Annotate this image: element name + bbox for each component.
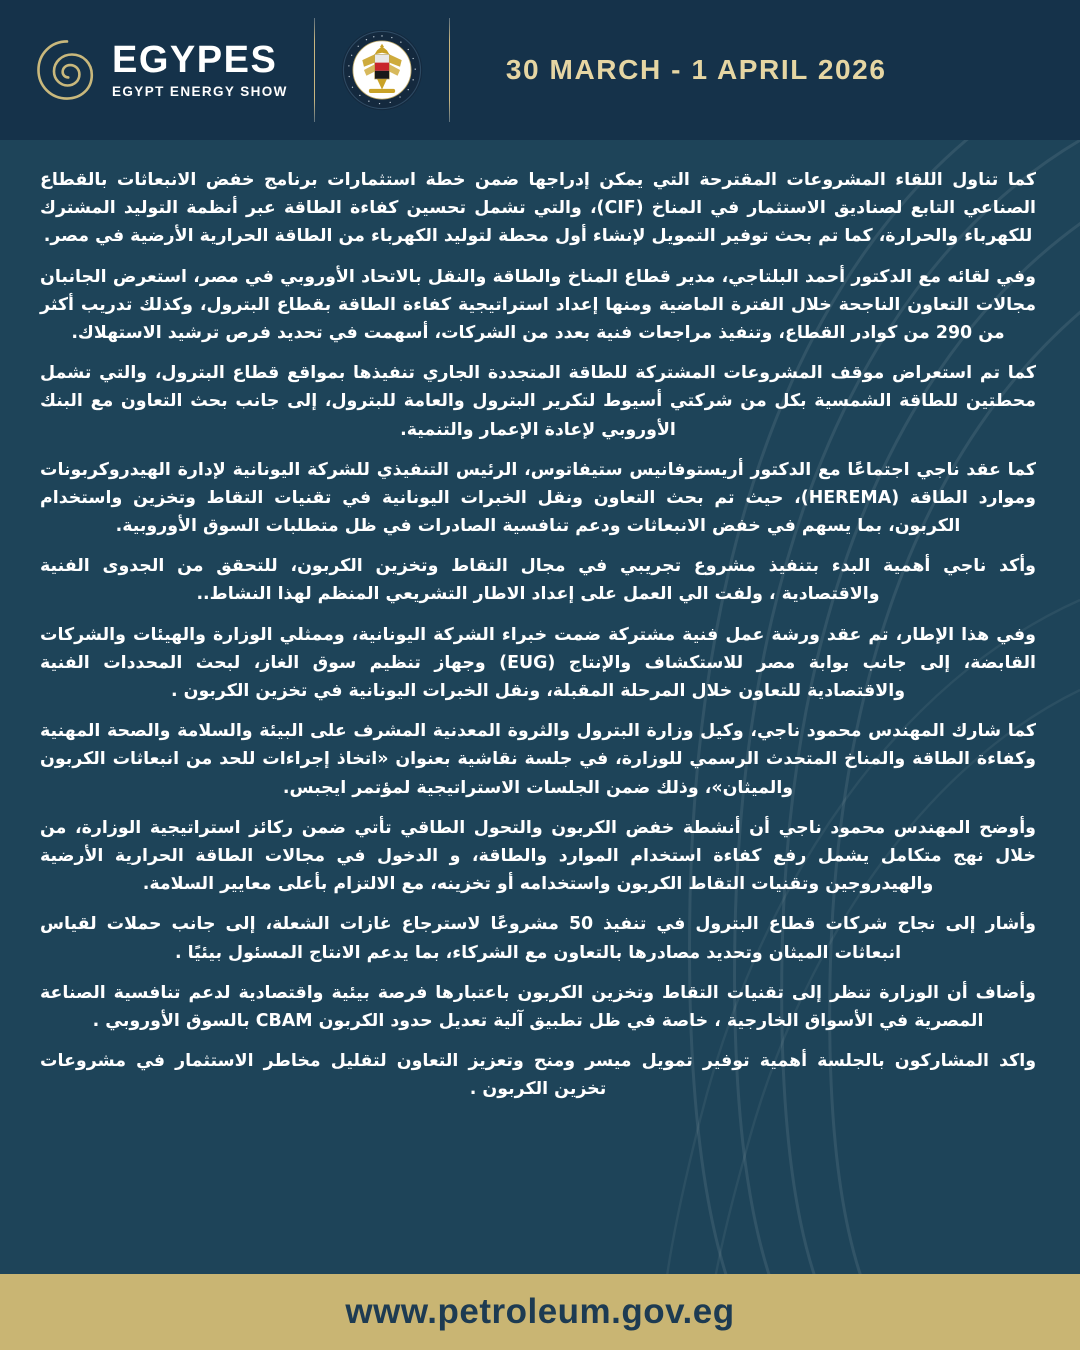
egypes-wordmark: EGYPES xyxy=(112,39,278,82)
spiral-mark-icon xyxy=(36,39,98,101)
paragraph: كما شارك المهندس محمود ناجي، وكيل وزارة البترول والثروة المعدنية المشرف على البيئة والسلامة والصحة المهنية وكفاءة الطاقة والمناخ المتحدث الرسمي للوزارة، في جلسة نقاشية بعنوان «اتخاذ إجراءات للحد من انبعاثات الكربون والميثان»، وذلك ضمن الجلسات الاستراتيجية لمؤتمر ايجبس. xyxy=(40,721,1036,798)
poster-footer xyxy=(0,1274,1080,1350)
paragraph: واكد المشاركون بالجلسة أهمية توفير تمويل ميسر ومنح وتعزيز التعاون لتقليل مخاطر الاستثمار في مشروعات تخزين الكربون . xyxy=(40,1051,1036,1100)
website-url[interactable]: www.petroleum.gov.eg xyxy=(345,1292,735,1331)
paragraph: كما تناول اللقاء المشروعات المقترحة التي يمكن إدراجها ضمن خطة استثمارات برنامج خفض الانبعاثات بالقطاع الصناعي التابع لصناديق الاستثمار في المناخ (CIF)، والتي تشمل تحسين كفاءة الطاقة عبر أنظمة التوليد المشترك للكهرباء والحرارة، كما تم بحث توفير التمويل لإنشاء أول محطة لتوليد الكهرباء من الطاقة الحرارية الأرضية في مصر. xyxy=(40,170,1036,247)
paragraph: وأضاف أن الوزارة تنظر إلى تقنيات التقاط وتخزين الكربون باعتبارها فرصة بيئية واقتصادية لدعم تنافسية الصناعة المصرية في الأسواق الخارجية ، خاصة في ظل تطبيق آلية تعديل حدود الكربون CBAM بالسوق الأوروبي . xyxy=(40,982,1036,1031)
paragraph: وأكد ناجي أهمية البدء بتنفيذ مشروع تجريبي في مجال التقاط وتخزين الكربون، للتحقق من الجدوى الفنية والاقتصادية ، ولفت الي العمل على إعداد الاطار التشريعي المنظم لهذا النشاط.. xyxy=(40,556,1036,605)
paragraph: وفي هذا الإطار، تم عقد ورشة عمل فنية مشتركة ضمت خبراء الشركة اليونانية، وممثلي الوزارة والهيئات والشركات القابضة، إلى جانب بوابة مصر للاستكشاف والإنتاج (EUG) وجهاز تنظيم سوق الغاز، لبحث المحددات الفنية والاقتصادية للتعاون خلال المرحلة المقبلة، ونقل الخبرات اليونانية في تخزين الكربون . xyxy=(40,624,1036,701)
paragraph: وأشار إلى نجاح شركات قطاع البترول في تنفيذ 50 مشروعًا لاسترجاع غازات الشعلة، إلى جانب حملات لقياس انبعاثات الميثان وتحديد مصادرها بالتعاون مع الشركاء، بما يدعم الانتاج المسئول بيئيًا . xyxy=(40,914,1036,963)
paragraph: كما عقد ناجي اجتماعًا مع الدكتور أريستوفانيس ستيفاتوس، الرئيس التنفيذي للشركة اليونانية لإدارة الهيدروكربونات وموارد الطاقة (HEREMA)، حيث تم بحث التعاون ونقل الخبرات اليونانية في تقنيات التقاط وتخزين واستخدام الكربون، بما يسهم في خفض الانبعاثات ودعم تنافسية الصادرات في ظل متطلبات السوق الأوروبية. xyxy=(40,459,1036,537)
paragraph: كما تم استعراض موقف المشروعات المشتركة للطاقة المتجددة الجاري تنفيذها بمواقع قطاع البترول، والتي تشمل محطتين للطاقة الشمسية بكل من شركتي أسيوط لتكرير البترول والعامة للبترول، إلى جانب بحث التعاون مع البنك الأوروبي لإعادة الإعمار والتنمية. xyxy=(40,363,1036,440)
paragraph: وفي لقائه مع الدكتور أحمد البلتاجي، مدير قطاع المناخ والطاقة والنقل بالاتحاد الأوروبي في مصر، استعرض الجانبان مجالات التعاون الناجحة خلال الفترة الماضية ومنها إعداد استراتيجية كفاءة الطاقة بقطاع البترول، وكذلك تدريب أكثر من 290 من كوادر القطاع، وتنفيذ مراجعات فنية بعدد من الشركات، أسهمت في تحديد فرص ترشيد الاستهلاك. xyxy=(40,266,1036,343)
paragraph: وأوضح المهندس محمود ناجي أن أنشطة خفض الكربون والتحول الطاقي تأتي ضمن ركائز استراتيجية الوزارة، من خلال نهج متكامل يشمل رفع كفاءة استخدام الموارد والطاقة، و الدخول في مجالات الطاقة الحرارية الأرضية والهيدروجين وتقنيات التقاط الكربون واستخدامه أو تخزينه، مع الالتزام بأعلى معايير السلامة. xyxy=(40,817,1036,895)
press-release-body xyxy=(0,140,1080,1274)
egypes-logo xyxy=(36,39,288,101)
header-divider-left xyxy=(314,18,315,122)
header-divider-right xyxy=(449,18,450,122)
egypes-tagline: EGYPT ENERGY SHOW xyxy=(112,84,288,100)
poster-header xyxy=(0,0,1080,140)
ministry-seal-icon xyxy=(341,29,423,111)
event-date: 30 MARCH - 1 APRIL 2026 xyxy=(505,54,887,85)
